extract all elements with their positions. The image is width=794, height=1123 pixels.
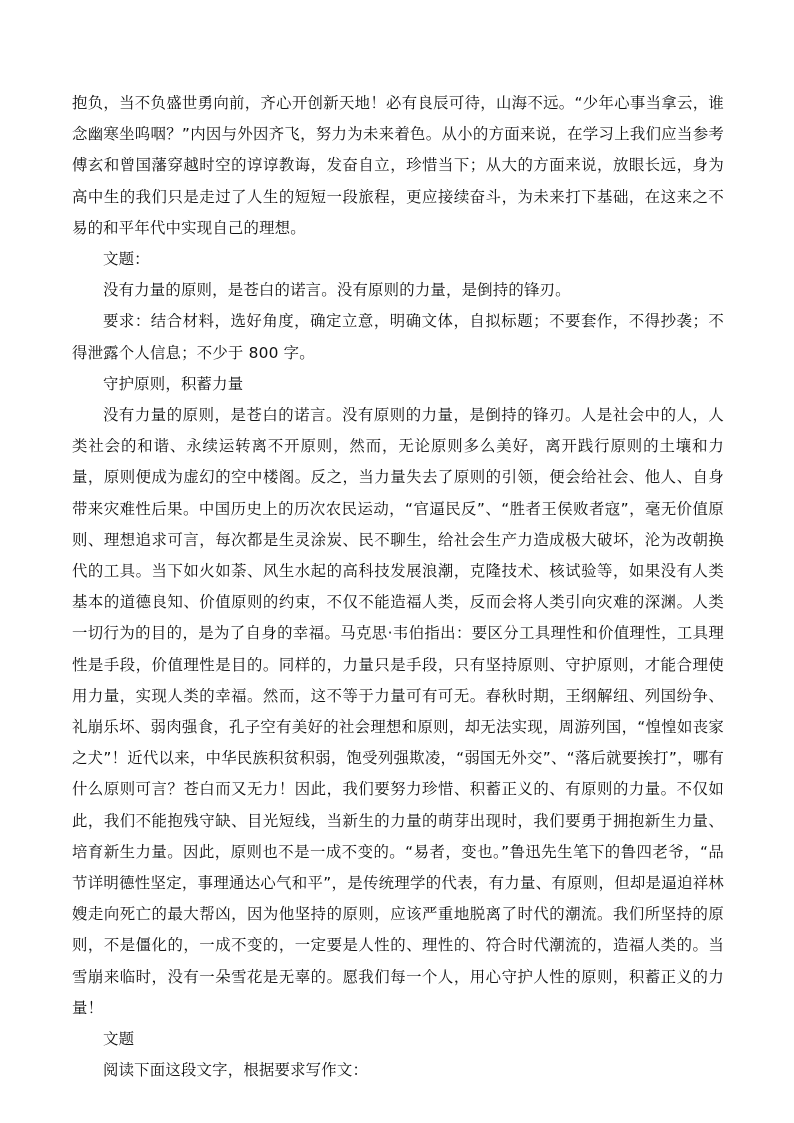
essay-body-paragraph: 没有力量的原则，是苍白的诺言。没有原则的力量，是倒持的锋刃。人是社会中的人，人类社会的和谐、永续运转离不开原则，然而，无论原则多么美好，离开践行原则的土壤和力量，原则便成为虚幻的空中楼阁。反之，当力量失去了原则的引领，便会给社会、他人、自身带来灾难性后果。中国历史上的历次农民运动，“官逼民反”、“胜者王侯败者寇”，毫无价值原则、理想追求可言，每次都是生灵涂炭、民不聊生，给社会生产力造成极大破坏，沦为改朝换代的工具。当下如火如荼、风生水起的高科技发展浪潮，克隆技术、核试验等，如果没有人类基本的道德良知、价值原则的约束，不仅不能造福人类，反而会将人类引向灾难的深渊。人类一切行为的目的，是为了自身的幸福。马克思·韦伯指出：要区分工具理性和价值理性，工具理性是手段，价值理性是目的。同样的，力量只是手段，只有坚持原则、守护原则，才能合理使用力量，实现人类的幸福。然而，这不等于力量可有可无。春秋时期，王纲解纽、列国纷争、礼崩乐坏、弱肉强食，孔子空有美好的社会理想和原则，却无法实现，周游列国，“惶惶如丧家之犬”！近代以来，中华民族积贫积弱，饱受列强欺凌，“弱国无外交”、“落后就要挨打”，哪有什么原则可言？苍白而又无力！因此，我们要努力珍惜、积蓄正义的、有原则的力量。不仅如此，我们不能抱残守缺、目光短线，当新生的力量的萌芽出现时，我们要勇于拥抱新生力量、培育新生力量。因此，原则也不是一成不变的。“易者，变也。”鲁迅先生笔下的鲁四老爷，“品节详明德性坚定，事理通达心气和平”，是传统理学的代表，有力量、有原则，但却是逼迫祥林嫂走向死亡的最大帮凶，因为他坚持的原则，应该严重地脱离了时代的潮流。我们所坚持的原则，不是僵化的，一成不变的，一定要是人性的、理性的、符合时代潮流的，造福人类的。当雪崩来临时，没有一朵雪花是无辜的。愿我们每一个人，用心守护人性的原则，积蓄正义的力量！ [72,406,724,1017]
essay-title: 守护原则，积蓄力量 [103,374,244,393]
prompt-requirements: 要求：结合材料，选好角度，确定立意，明确文体，自拟标题；不要套作，不得抄袭；不得泄露个人信息；不少于 800 字。 [72,312,724,362]
next-prompt-heading: 文题 [103,1030,135,1049]
next-prompt-instruction: 阅读下面这段文字，根据要求写作文： [103,1061,369,1080]
prompt-material: 没有力量的原则，是苍白的诺言。没有原则的力量，是倒持的锋刃。 [103,281,571,300]
document-page [72,88,724,1087]
essay-continuation-paragraph: 抱负，当不负盛世勇向前，齐心开创新天地！必有良辰可待，山海不远。“少年心事当拿云，谁念幽寒坐呜咽？”内因与外因齐飞，努力为未来着色。从小的方面来说，在学习上我们应当参考傅玄和曾国藩穿越时空的谆谆教诲，发奋自立，珍惜当下；从大的方面来说，放眼长远，身为高中生的我们只是走过了人生的短短一段旅程，更应接续奋斗，为未来打下基础，在这来之不易的和平年代中实现自己的理想。 [72,94,724,237]
prompt-heading: 文题： [103,250,150,269]
